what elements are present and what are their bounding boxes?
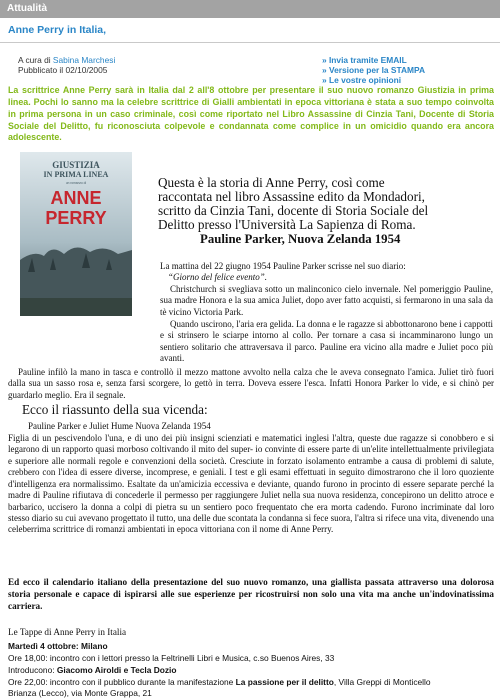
cover-title-line1: GIUSTIZIA	[52, 160, 100, 170]
publish-date: Pubblicato il 02/10/2005	[18, 65, 108, 75]
paragraph-diary-quote: “Giorno del felice evento”.	[168, 272, 267, 282]
event-line-2	[8, 665, 177, 675]
paragraph-1: La mattina del 22 giugno 1954 Pauline Parker scrisse nel suo diario:	[160, 261, 406, 271]
intro-line-4: Delitto presso l'Università La Sapienza di Roma.	[158, 217, 416, 232]
intro-line-3: scritto da Cinzia Tani, docente di Storia Sociale del	[158, 203, 429, 218]
article-title: Anne Perry in Italia,	[8, 24, 107, 36]
cover-author-first: ANNE	[50, 188, 102, 208]
paragraph-2: Christchurch si svegliava sotto un malinconico cielo invernale. Nel pomeriggio Pauline, sua madre Honora e la sua amica Juliet, dopo aver fatto acquisti, si fermarono in una sala da tè vicino Victoria Park.	[160, 284, 493, 317]
send-email-link[interactable]: » Invia tramite EMAIL	[322, 55, 407, 65]
event-line-1: Ore 18,00: incontro con i lettori presso la Feltrinelli Libri e Musica, c.so Buenos Aires, 33	[8, 653, 335, 663]
intro-heading: Pauline Parker, Nuova Zelanda 1954	[200, 232, 401, 246]
byline-prefix: A cura di	[18, 55, 51, 65]
introducers-names: Giacomo Airoldi e Tecla Dozio	[56, 665, 177, 675]
introducers-label: Introducono:	[8, 665, 55, 675]
cover-title-line2: IN PRIMA LINEA	[43, 170, 109, 179]
section-header-bar	[0, 0, 500, 18]
event-line-3-text: Ore 22,00: incontro con il pubblico durante la manifestazione	[8, 677, 234, 687]
summary-heading: Ecco il riassunto della sua vicenda:	[22, 402, 208, 417]
cover-author-last: PERRY	[45, 208, 107, 228]
event-venue: , Villa Greppi di Monticello	[333, 677, 431, 687]
event-line-3	[8, 677, 431, 687]
divider	[0, 42, 500, 43]
event-line-4: Brianza (Lecco), via Monte Grappa, 21	[8, 688, 152, 698]
closing-paragraph: Ed ecco il calendario italiano della presentazione del suo nuovo romanzo, una giallista passata attraverso una dolorosa storia personale e capace di ispirarsi alle sue esperienze per ricostruirsi non solo una vita ma anche un'indovinatissima carriera.	[8, 577, 494, 611]
summary-paragraph: Figlia di un pescivendolo l'una, e di uno dei più insigni scienziati e matematici inglesi l'altra, queste due ragazze si conobbero e si legarono di un rapporto quasi morboso coltivando il mito del super- io convinte di essere parte di un'elite intellettualmente privilegiata e superiore alle normali regole e convenzioni della società. Cresciute in forzato isolamento entrambe a causa di problemi di salute, crebbero con l'idea di essere diverse, incomprese, e geniali. I test e gli esami effettuati in seguito dimostrarono che il loro quoziente d'intelligenza era normalissimo. Esaltate da un'amicizia eccessiva e deviante, quando furono in procinto di essere separate perché la madre di Pauline rifiutava di concederle il permesso per raggiungere Juliet nella sua nuova residenza, concepirono un delitto atroce e barbarico, uccisero la donna a colpi di pietra su un sentiero poco frequentato che era morta cadendo. Furono incriminate dal loro stesso diario su cui avevano progettato il tutto, una delle due scontata la condanna si fece suora, l'altra si rifece una vita, divenendo una celeberrima scrittrice di romanzi ambientati in epoca vittoriana con il nome di Anne Perry.	[8, 433, 494, 535]
paragraph-4: Pauline infilò la mano in tasca e controllò il mezzo mattone avvolto nella calza che le aveva consegnato l'amica. Juliet tirò fuori dalla sua un sasso rosa e, senza farsi scorgere, lo gettò in terra. Doveva essere l'esca. Infatti Honora Parker lo vide, e si chinò per guardarlo meglio. Era il segnale.	[8, 367, 494, 400]
tappe-heading: Le Tappe di Anne Perry in Italia	[8, 627, 127, 637]
section-title: Attualità	[7, 3, 47, 14]
paragraph-3: Quando uscirono, l'aria era gelida. La donna e le ragazze si abbottonarono bene i cappotti e si strinsero le sciarpe intorno al collo. Per tornare a casa si incamminarono lungo un sentiero solitario che attraversava il parco. Pauline era vicino alla madre e Juliet poco più avanti.	[160, 319, 493, 364]
summary-subheading: Pauline Parker e Juliet Hume Nuova Zelanda 1954	[28, 421, 211, 431]
intro-line-2: raccontata nel libro Assassine edito da Mondadori,	[158, 189, 425, 204]
opinions-link[interactable]: » Le vostre opinioni	[322, 75, 402, 85]
lead-paragraph: La scrittrice Anne Perry sarà in Italia dal 2 all'8 ottobre per presentare il suo nuovo romanzo Giustizia in prima linea. Pochi lo sanno ma la celebre scrittrice di Gialli ambientati in epoca vittoriana è stata a suo tempo coinvolta in prima persona in un caso criminale, così come riportato nel Libro Assassine di Cinzia Tani, Docente di Storia Sociale del Delitto, fu riconosciuta colpevole e condannata come complice in un omicidio quando era ancora adolescente.	[8, 85, 494, 143]
print-version-link[interactable]: » Versione per la STAMPA	[322, 65, 426, 75]
byline	[18, 55, 115, 65]
intro-line-1: Questa è la storia di Anne Perry, così come	[158, 175, 385, 190]
event-date: Martedì 4 ottobre: Milano	[8, 641, 108, 651]
author-link[interactable]: Sabina Marchesi	[52, 55, 116, 65]
cover-subtitle: un romanzo di	[65, 181, 87, 185]
event-name: La passione per il delitto	[235, 677, 334, 687]
book-cover-image	[20, 152, 132, 316]
